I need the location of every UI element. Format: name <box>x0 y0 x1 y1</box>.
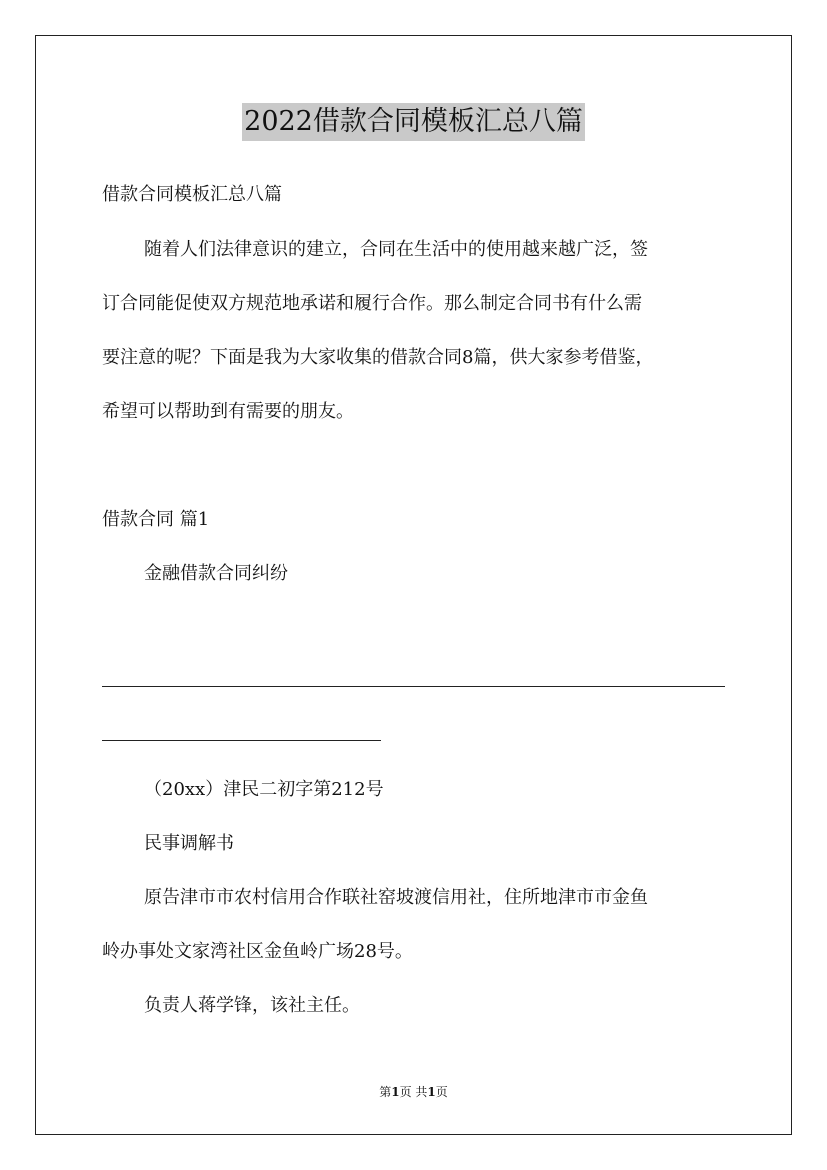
document-subtitle: 借款合同模板汇总八篇 <box>102 184 282 205</box>
separator-line-1 <box>102 686 725 687</box>
separator-line-2 <box>102 740 381 741</box>
page-footer <box>0 1084 827 1100</box>
footer-suffix: 页 <box>435 1085 448 1099</box>
plaintiff-line-1: 原告津市市农村信用合作联社窑坡渡信用社，住所地津市市金鱼 <box>144 887 648 908</box>
intro-line-4: 希望可以帮助到有需要的朋友。 <box>102 401 354 422</box>
plaintiff-line-2: 岭办事处文家湾社区金鱼岭广场28号。 <box>102 941 413 962</box>
case-number: （20xx）津民二初字第212号 <box>144 779 384 800</box>
footer-current-page: 1 <box>391 1085 400 1099</box>
footer-mid: 页 共 <box>399 1085 428 1099</box>
intro-line-2: 订合同能促使双方规范地承诺和履行合作。那么制定合同书有什么需 <box>102 293 642 314</box>
document-type: 民事调解书 <box>144 833 234 854</box>
responsible-person: 负责人蒋学锋，该社主任。 <box>144 995 360 1016</box>
footer-total-pages: 1 <box>427 1085 436 1099</box>
intro-line-1: 随着人们法律意识的建立，合同在生活中的使用越来越广泛，签 <box>144 239 648 260</box>
section-heading: 借款合同 篇1 <box>102 509 210 530</box>
document-title: 2022借款合同模板汇总八篇 <box>242 103 585 141</box>
title-container <box>0 103 827 141</box>
footer-prefix: 第 <box>379 1085 392 1099</box>
intro-line-3: 要注意的呢？下面是我为大家收集的借款合同8篇，供大家参考借鉴， <box>102 347 654 368</box>
case-title: 金融借款合同纠纷 <box>144 563 288 584</box>
